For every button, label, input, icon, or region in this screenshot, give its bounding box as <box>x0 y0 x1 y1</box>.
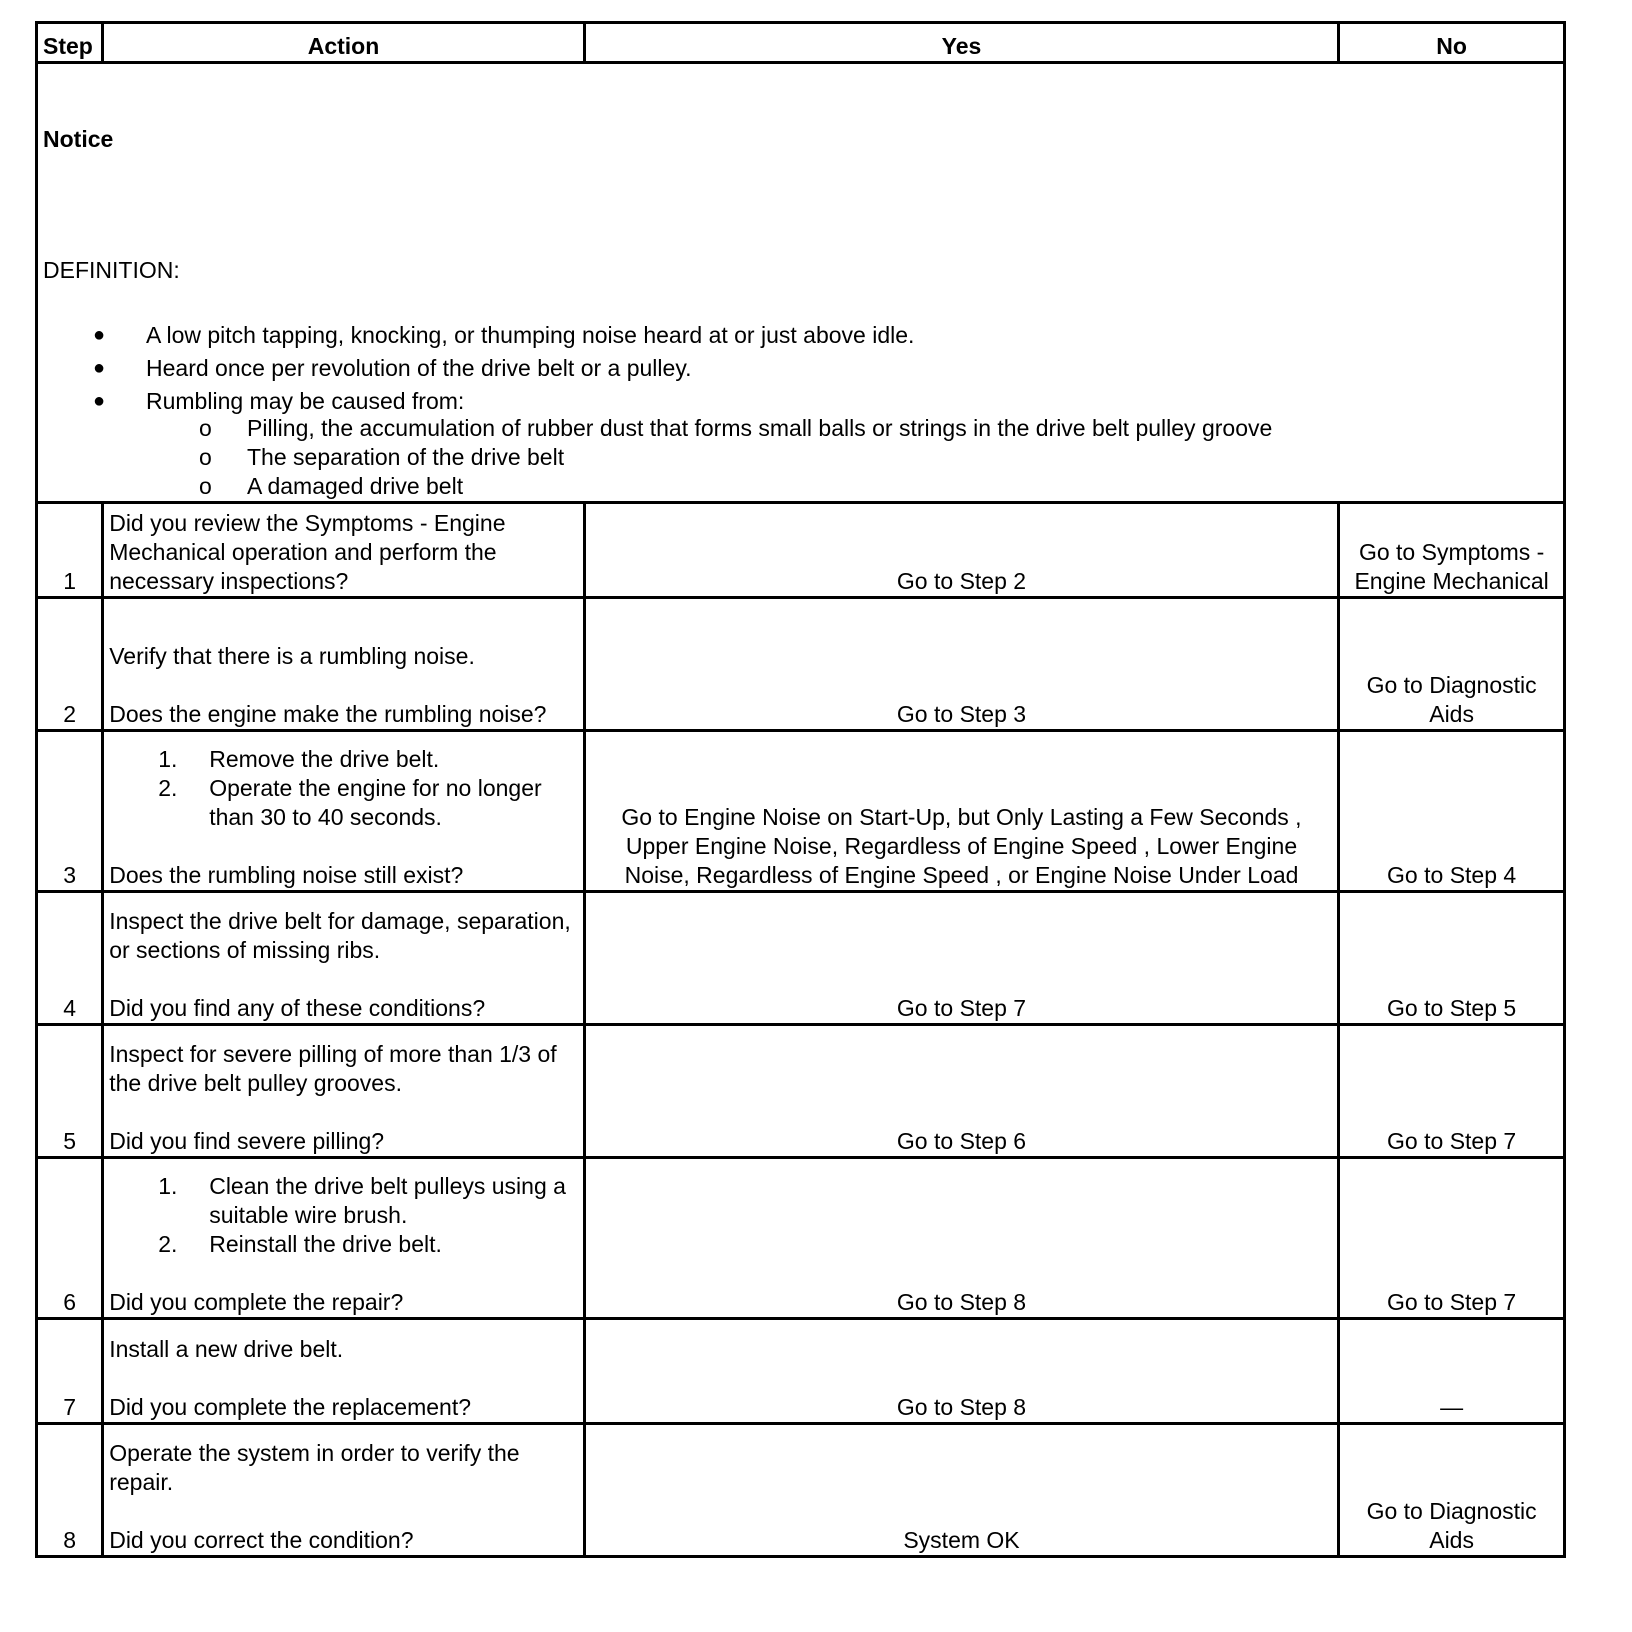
table-row <box>37 598 1565 731</box>
cause-text: The separation of the drive belt <box>247 444 565 470</box>
yes-cell: Go to Step 7 <box>584 892 1338 1025</box>
yes-cell: Go to Engine Noise on Start-Up, but Only Lasting a Few Seconds , Upper Engine Noise, Regardless of Engine Speed , Lower Engine Noise, Regardless of Engine Speed , or Engine Noise Under Load <box>584 731 1338 892</box>
table-row <box>37 892 1565 1025</box>
procedure-item <box>109 745 578 774</box>
definition-bullet <box>43 385 1558 501</box>
procedure-number: 1. <box>158 1173 178 1199</box>
table-row <box>37 1158 1565 1319</box>
action-cell <box>103 1158 585 1319</box>
sub-bullet-icon: o <box>199 444 212 470</box>
bullet-icon: ● <box>93 390 106 412</box>
bullet-text: A low pitch tapping, knocking, or thumping noise heard at or just above idle. <box>146 322 915 348</box>
definition-bullet <box>43 352 1558 385</box>
action-cell <box>103 1025 585 1158</box>
procedure-item <box>109 1230 578 1259</box>
step-number: 3 <box>37 731 103 892</box>
header-step: Step <box>37 23 103 63</box>
yes-cell: Go to Step 8 <box>584 1319 1338 1424</box>
cause-item <box>146 443 1558 472</box>
header-row <box>37 23 1565 63</box>
yes-cell: Go to Step 2 <box>584 503 1338 598</box>
no-cell: Go to Step 7 <box>1339 1158 1565 1319</box>
table-row <box>37 731 1565 892</box>
no-cell: Go to Step 5 <box>1339 892 1565 1025</box>
cause-sublist <box>146 414 1558 501</box>
action-cell <box>103 731 585 892</box>
step-number: 7 <box>37 1319 103 1424</box>
table-row <box>37 1025 1565 1158</box>
no-cell: Go to Diagnostic Aids <box>1339 598 1565 731</box>
action-question: Did you find any of these conditions? <box>109 995 486 1021</box>
step-number: 4 <box>37 892 103 1025</box>
action-text: Operate the system in order to verify the repair. <box>109 1440 520 1495</box>
action-cell <box>103 503 585 598</box>
notice-title: Notice <box>43 126 114 152</box>
definition-bullet <box>43 319 1558 352</box>
sub-bullet-icon: o <box>199 415 212 441</box>
action-cell <box>103 892 585 1025</box>
procedure-number: 2. <box>158 1231 178 1257</box>
step-number: 8 <box>37 1424 103 1557</box>
bullet-icon: ● <box>93 357 106 379</box>
procedure-list <box>109 1172 578 1259</box>
no-cell: Go to Step 4 <box>1339 731 1565 892</box>
procedure-text: Clean the drive belt pulleys using a suitable wire brush. <box>209 1173 566 1228</box>
header-no: No <box>1339 23 1565 63</box>
no-cell: Go to Symptoms - Engine Mechanical <box>1339 503 1565 598</box>
cause-text: Pilling, the accumulation of rubber dust that forms small balls or strings in the drive belt pulley groove <box>247 415 1273 441</box>
definition-list <box>43 319 1558 501</box>
action-text: Inspect for severe pilling of more than 1/3 of the drive belt pulley grooves. <box>109 1041 557 1096</box>
cause-text: A damaged drive belt <box>247 473 464 499</box>
yes-cell: Go to Step 3 <box>584 598 1338 731</box>
table-row <box>37 1319 1565 1424</box>
action-cell <box>103 1424 585 1557</box>
action-text: Verify that there is a rumbling noise. <box>109 643 475 669</box>
action-text: Inspect the drive belt for damage, separation, or sections of missing ribs. <box>109 908 571 963</box>
yes-cell: Go to Step 8 <box>584 1158 1338 1319</box>
no-cell: Go to Step 7 <box>1339 1025 1565 1158</box>
cause-item <box>146 472 1558 501</box>
action-question: Does the engine make the rumbling noise? <box>109 701 547 727</box>
procedure-item <box>109 774 578 832</box>
bullet-text: Heard once per revolution of the drive belt or a pulley. <box>146 355 692 381</box>
step-number: 2 <box>37 598 103 731</box>
action-cell <box>103 1319 585 1424</box>
procedure-text: Remove the drive belt. <box>209 746 440 772</box>
action-text: Install a new drive belt. <box>109 1336 344 1362</box>
action-question: Did you complete the replacement? <box>109 1394 472 1420</box>
step-number: 5 <box>37 1025 103 1158</box>
action-cell <box>103 598 585 731</box>
table-row <box>37 1424 1565 1557</box>
header-action: Action <box>103 23 585 63</box>
yes-cell: System OK <box>584 1424 1338 1557</box>
yes-cell: Go to Step 6 <box>584 1025 1338 1158</box>
bullet-text: Rumbling may be caused from: <box>146 388 465 414</box>
procedure-item <box>109 1172 578 1230</box>
diagnostic-table <box>35 21 1566 1558</box>
action-question: Did you find severe pilling? <box>109 1128 385 1154</box>
step-number: 1 <box>37 503 103 598</box>
action-question: Did you correct the condition? <box>109 1527 414 1553</box>
table-row <box>37 503 1565 598</box>
action-question: Does the rumbling noise still exist? <box>109 862 464 888</box>
procedure-text: Operate the engine for no longer than 30 to 40 seconds. <box>209 775 542 830</box>
cause-item <box>146 414 1558 443</box>
no-cell: — <box>1339 1319 1565 1424</box>
step-number: 6 <box>37 1158 103 1319</box>
bullet-icon: ● <box>93 324 106 346</box>
definition-label: DEFINITION: <box>43 257 180 283</box>
procedure-number: 1. <box>158 746 178 772</box>
notice-row <box>37 63 1565 503</box>
sub-bullet-icon: o <box>199 473 212 499</box>
header-yes: Yes <box>584 23 1338 63</box>
procedure-list <box>109 745 578 832</box>
action-text: Did you review the Symptoms - Engine Mechanical operation and perform the necessary inspections? <box>109 510 506 594</box>
action-question: Did you complete the repair? <box>109 1289 404 1315</box>
notice-cell <box>37 63 1565 503</box>
procedure-number: 2. <box>158 775 178 801</box>
procedure-text: Reinstall the drive belt. <box>209 1231 442 1257</box>
no-cell: Go to Diagnostic Aids <box>1339 1424 1565 1557</box>
